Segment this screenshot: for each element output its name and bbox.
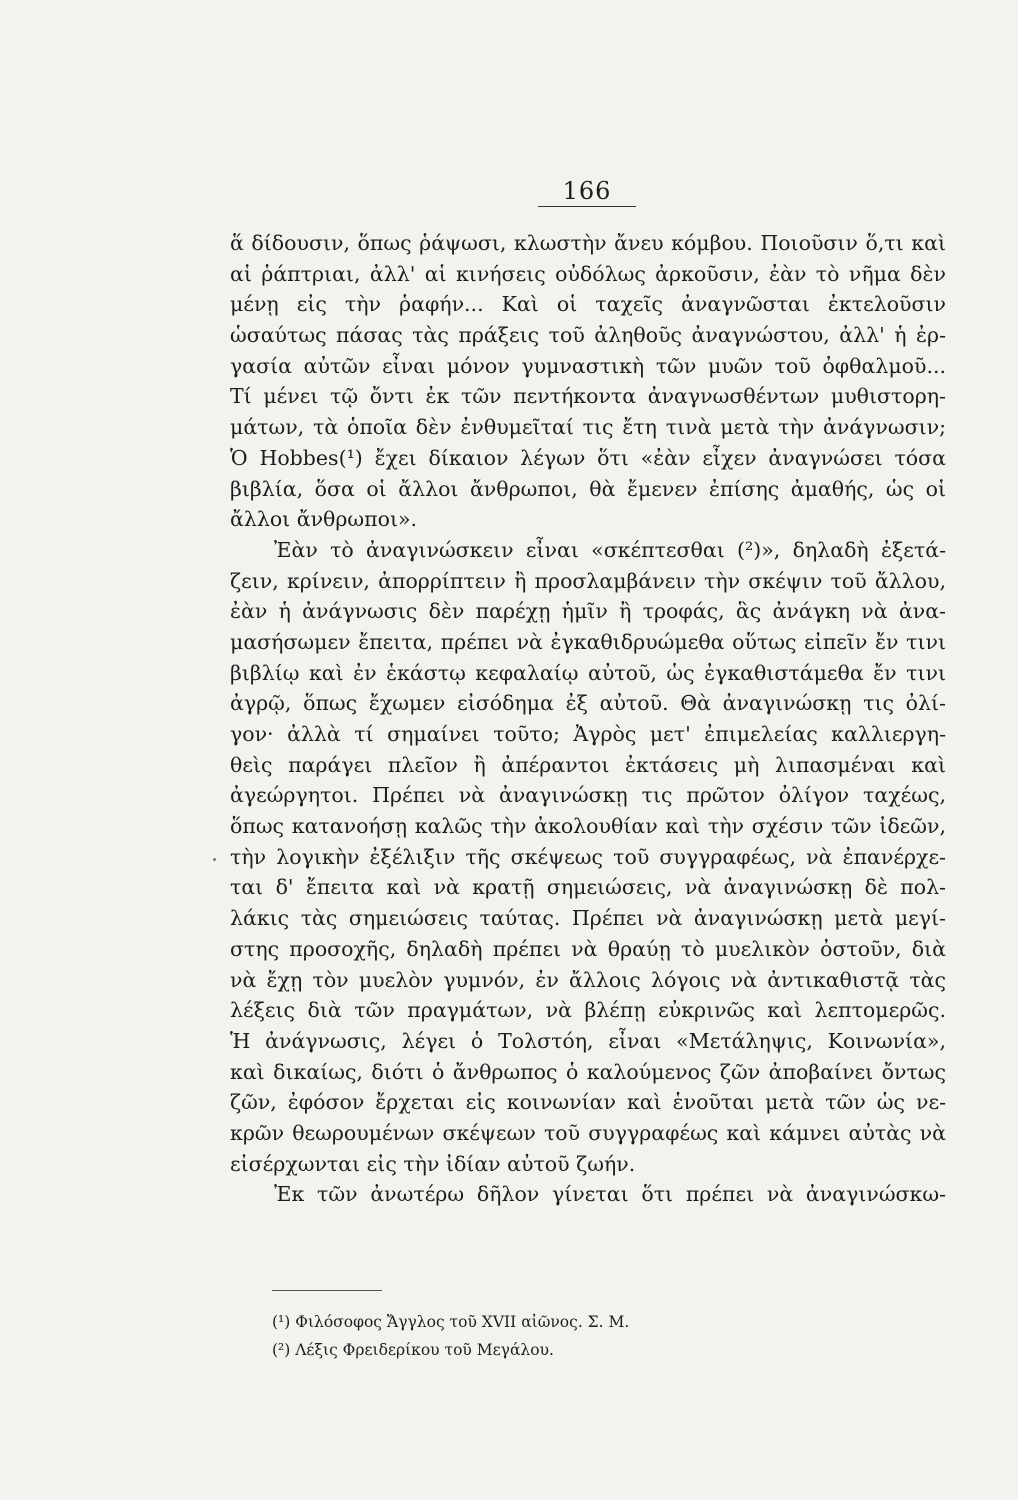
page-number: 166 <box>538 178 636 207</box>
text-line: Τί μένει τῷ ὄντι ἐκ τῶν πεντήκοντα ἀναγνωσθέντων μυθιστορη- <box>230 384 946 409</box>
text-line: ἄλλοι ἄνθρωποι». <box>230 507 418 532</box>
text-line: καὶ δικαίως, διότι ὁ ἄνθρωπος ὁ καλούμενος ζῶν ἀποβαίνει ὄντως <box>230 1059 946 1084</box>
text-line: στης προσοχῆς, δηλαδὴ πρέπει νὰ θραύῃ τὸ μυελικὸν ὀστοῦν, διὰ <box>230 936 946 961</box>
text-line: γον· ἀλλὰ τί σημαίνει τοῦτο; Ἀγρὸς μετ' ἐπιμελείας καλλιεργη- <box>230 722 946 746</box>
text-line: ζειν, κρίνειν, ἀπορρίπτειν ἢ προσλαμβάνειν τὴν σκέψιν τοῦ ἄλλου, <box>230 568 946 593</box>
text-line: θεὶς παράγει πλεῖον ἢ ἀπέραντοι ἐκτάσεις μὴ λιπασμέναι καὶ <box>230 752 946 777</box>
text-line: νὰ ἔχῃ τὸν μυελὸν γυμνόν, ἐν ἄλλοις λόγοις νὰ ἀντικαθιστᾷ τὰς <box>230 967 946 992</box>
text-line: γασία αὐτῶν εἶναι μόνον γυμναστικὴ τῶν μυῶν τοῦ ὀφθαλμοῦ... <box>230 353 946 378</box>
text-line: εἰσέρχωνται εἰς τὴν ἰδίαν αὐτοῦ ζωήν. <box>230 1151 636 1176</box>
text-line: τὴν λογικὴν ἐξέλιξιν τῆς σκέψεως τοῦ συγγραφέως, νὰ ἐπανέρχε- <box>230 844 946 869</box>
text-line: ὡσαύτως πάσας τὰς πράξεις τοῦ ἀληθοῦς ἀναγνώστου, ἀλλ' ἡ ἐρ- <box>230 323 946 348</box>
text-line: Ἐὰν τὸ ἀναγινώσκειν εἶναι «σκέπτεσθαι (²)», δηλαδὴ ἐξετά- <box>274 537 946 562</box>
text-line: ζῶν, ἐφόσον ἔρχεται εἰς κοινωνίαν καὶ ἑνοῦται μετὰ τῶν ὡς νε- <box>230 1090 946 1115</box>
text-line: λάκις τὰς σημειώσεις ταύτας. Πρέπει νὰ ἀναγινώσκῃ μετὰ μεγί- <box>230 906 946 931</box>
footnote-divider <box>272 1290 382 1291</box>
paper-speck <box>213 858 216 861</box>
text-line: βιβλία, ὅσα οἱ ἄλλοι ἄνθρωποι, θὰ ἔμενεν ἐπίσης ἀμαθής, ὡς οἱ <box>230 476 946 501</box>
text-line: μένῃ εἰς τὴν ῥαφήν... Καὶ οἱ ταχεῖς ἀναγνῶσται ἐκτελοῦσιν <box>230 292 946 317</box>
text-line: μασήσωμεν ἔπειτα, πρέπει νὰ ἐγκαθιδρυώμεθα οὕτως εἰπεῖν ἔν τινι <box>230 629 946 654</box>
text-line: μάτων, τὰ ὁποῖα δὲν ἐνθυμεῖταί τις ἔτη τινὰ μετὰ τὴν ἀνάγνωσιν; <box>230 415 946 440</box>
text-line: λέξεις διὰ τῶν πραγμάτων, νὰ βλέπῃ εὐκρινῶς καὶ λεπτομερῶς. <box>230 998 946 1023</box>
footnotes <box>272 1308 872 1364</box>
text-line: Ἐκ τῶν ἀνωτέρω δῆλον γίνεται ὅτι πρέπει νὰ ἀναγινώσκω- <box>274 1182 946 1207</box>
text-line: Ἡ ἀνάγνωσις, λέγει ὁ Τολστόη, εἶναι «Μετάληψις, Κοινωνία», <box>230 1028 946 1053</box>
text-line: βιβλίῳ καὶ ἐν ἑκάστῳ κεφαλαίῳ αὐτοῦ, ὡς ἐγκαθιστάμεθα ἔν τινι <box>230 660 946 685</box>
footnote-1: (¹) Φιλόσοφος Ἄγγλος τοῦ XVII αἰῶνος. Σ. Μ. <box>272 1313 630 1331</box>
footnote-2: (²) Λέξις Φρειδερίκου τοῦ Μεγάλου. <box>272 1341 554 1359</box>
text-line: ται δ' ἔπειτα καὶ νὰ κρατῇ σημειώσεις, νὰ ἀναγινώσκῃ δὲ πολ- <box>230 875 946 900</box>
body-text <box>230 228 946 1210</box>
text-line: ὅπως κατανοήσῃ καλῶς τὴν ἀκολουθίαν καὶ τὴν σχέσιν τῶν ἰδεῶν, <box>230 814 946 839</box>
text-line: ἀγρῷ, ὅπως ἔχωμεν εἰσόδημα ἐξ αὐτοῦ. Θὰ ἀναγινώσκῃ τις ὀλί- <box>230 691 946 716</box>
text-line: Ὁ Hobbes(¹) ἔχει δίκαιον λέγων ὅτι «ἐὰν εἶχεν ἀναγνώσει τόσα <box>230 445 946 470</box>
text-line: αἱ ῥάπτριαι, ἀλλ' αἱ κινήσεις οὐδόλως ἀρκοῦσιν, ἐὰν τὸ νῆμα δὲν <box>230 261 946 286</box>
text-line: ἀγεώργητοι. Πρέπει νὰ ἀναγινώσκῃ τις πρῶτον ὀλίγον ταχέως, <box>230 783 946 808</box>
text-line: κρῶν θεωρουμένων σκέψεων τοῦ συγγραφέως καὶ κάμνει αὐτὰς νὰ <box>230 1120 946 1145</box>
text-line: ἐὰν ἡ ἀνάγνωσις δὲν παρέχῃ ἡμῖν ἢ τροφάς, ἃς ἀνάγκη νὰ ἀνα- <box>230 599 946 624</box>
text-line: ἅ δίδουσιν, ὅπως ῥάψωσι, κλωστὴν ἄνευ κόμβου. Ποιοῦσιν ὅ,τι καὶ <box>230 231 946 255</box>
